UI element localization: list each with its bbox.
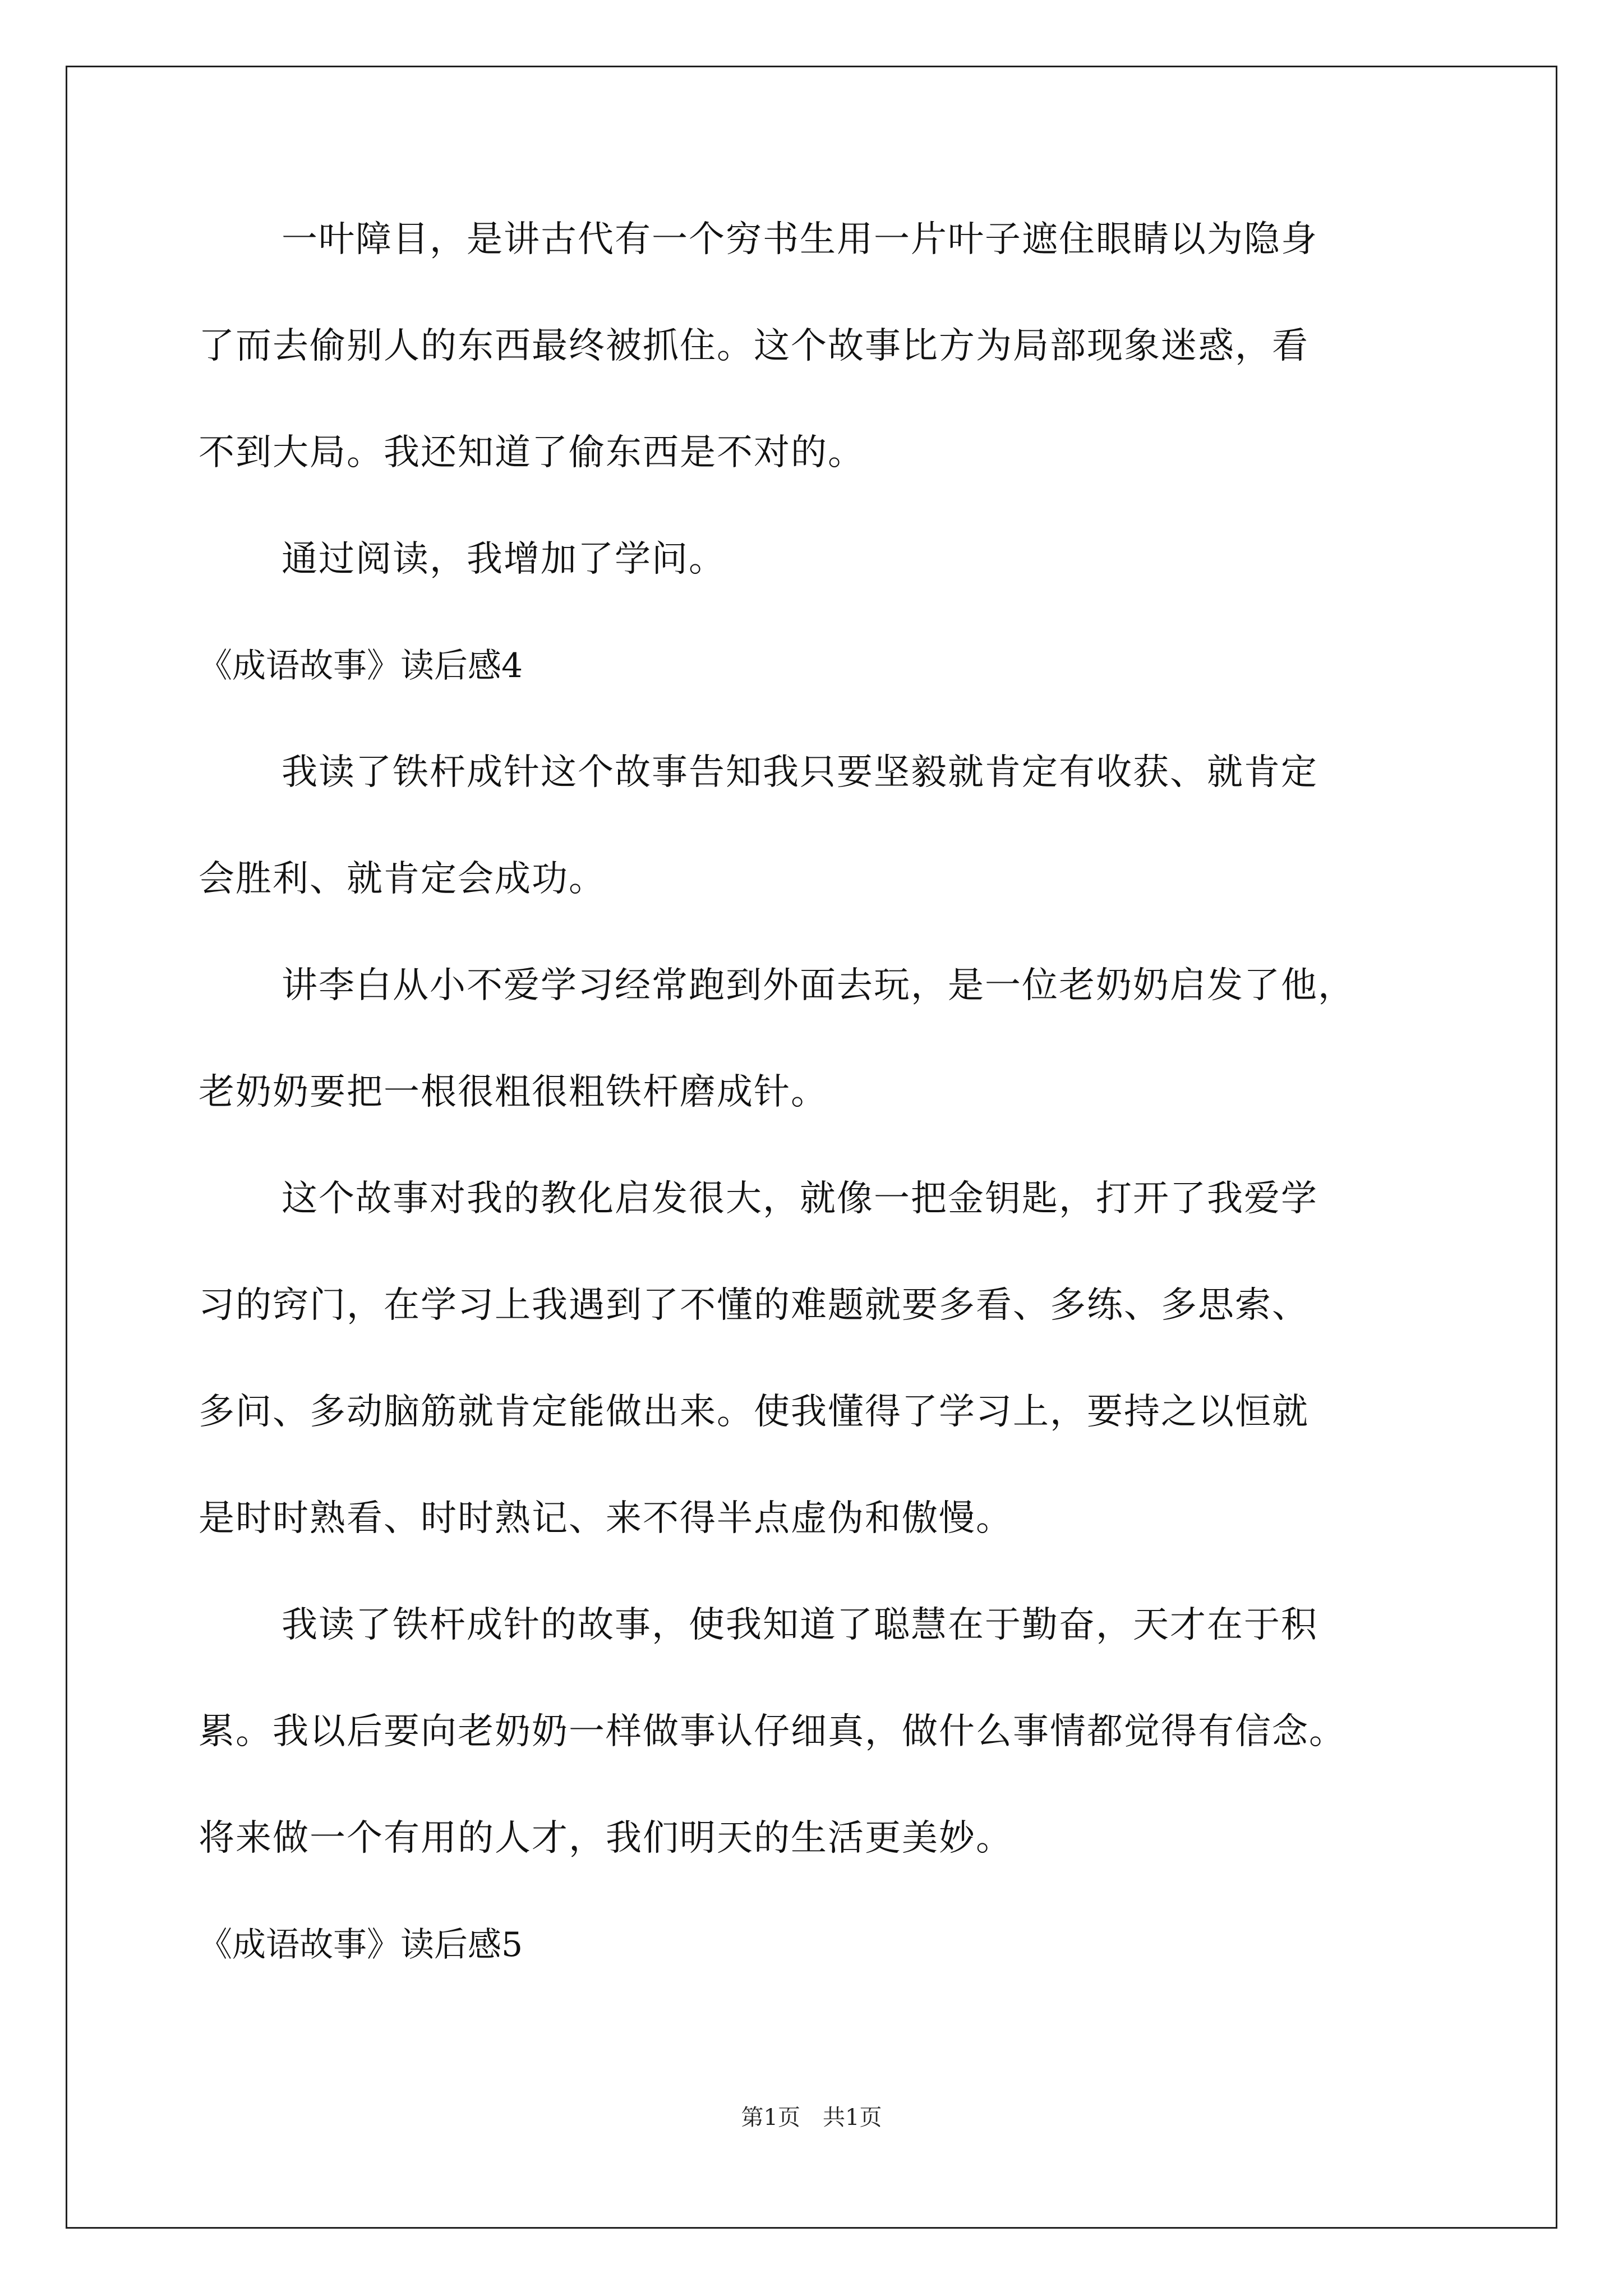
paragraph-line: 一叶障目，是讲古代有一个穷书生用一片叶子遮住眼睛以为隐身 xyxy=(282,219,1318,260)
paragraph-line: 我读了铁杆成针这个故事告知我只要坚毅就肯定有收获、就肯定 xyxy=(282,752,1318,793)
page-footer: 第1页 共1页 xyxy=(741,2105,882,2131)
paragraph-line: 通过阅读，我增加了学问。 xyxy=(282,539,726,580)
section-heading: 《成语故事》读后感5 xyxy=(199,1925,523,1964)
paragraph-line: 会胜利、就肯定会成功。 xyxy=(199,858,606,900)
paragraph-line: 讲李白从小不爱学习经常跑到外面去玩，是一位老奶奶启发了他， xyxy=(282,965,1355,1006)
document-body xyxy=(199,213,1444,2025)
paragraph-line: 累。我以后要向老奶奶一样做事认仔细真，做什么事情都觉得有信念。 xyxy=(199,1711,1346,1752)
paragraph-line: 将来做一个有用的人才，我们明天的生活更美妙。 xyxy=(199,1818,1013,1859)
section-heading: 《成语故事》读后感4 xyxy=(199,646,523,685)
paragraph-line: 是时时熟看、时时熟记、来不得半点虚伪和傲慢。 xyxy=(199,1498,1013,1539)
paragraph-line: 习的窍门，在学习上我遇到了不懂的难题就要多看、多练、多思索、 xyxy=(199,1285,1309,1326)
paragraph-line: 这个故事对我的教化启发很大，就像一把金钥匙，打开了我爱学 xyxy=(282,1178,1318,1220)
paragraph-line: 不到大局。我还知道了偷东西是不对的。 xyxy=(199,432,865,473)
paragraph-line: 我读了铁杆成针的故事，使我知道了聪慧在于勤奋，天才在于积 xyxy=(282,1604,1318,1646)
paragraph-line: 老奶奶要把一根很粗很粗铁杆磨成针。 xyxy=(199,1071,828,1113)
paragraph-line: 多问、多动脑筋就肯定能做出来。使我懂得了学习上，要持之以恒就 xyxy=(199,1391,1309,1433)
paragraph-line: 了而去偷别人的东西最终被抓住。这个故事比方为局部现象迷惑，看 xyxy=(199,325,1309,367)
